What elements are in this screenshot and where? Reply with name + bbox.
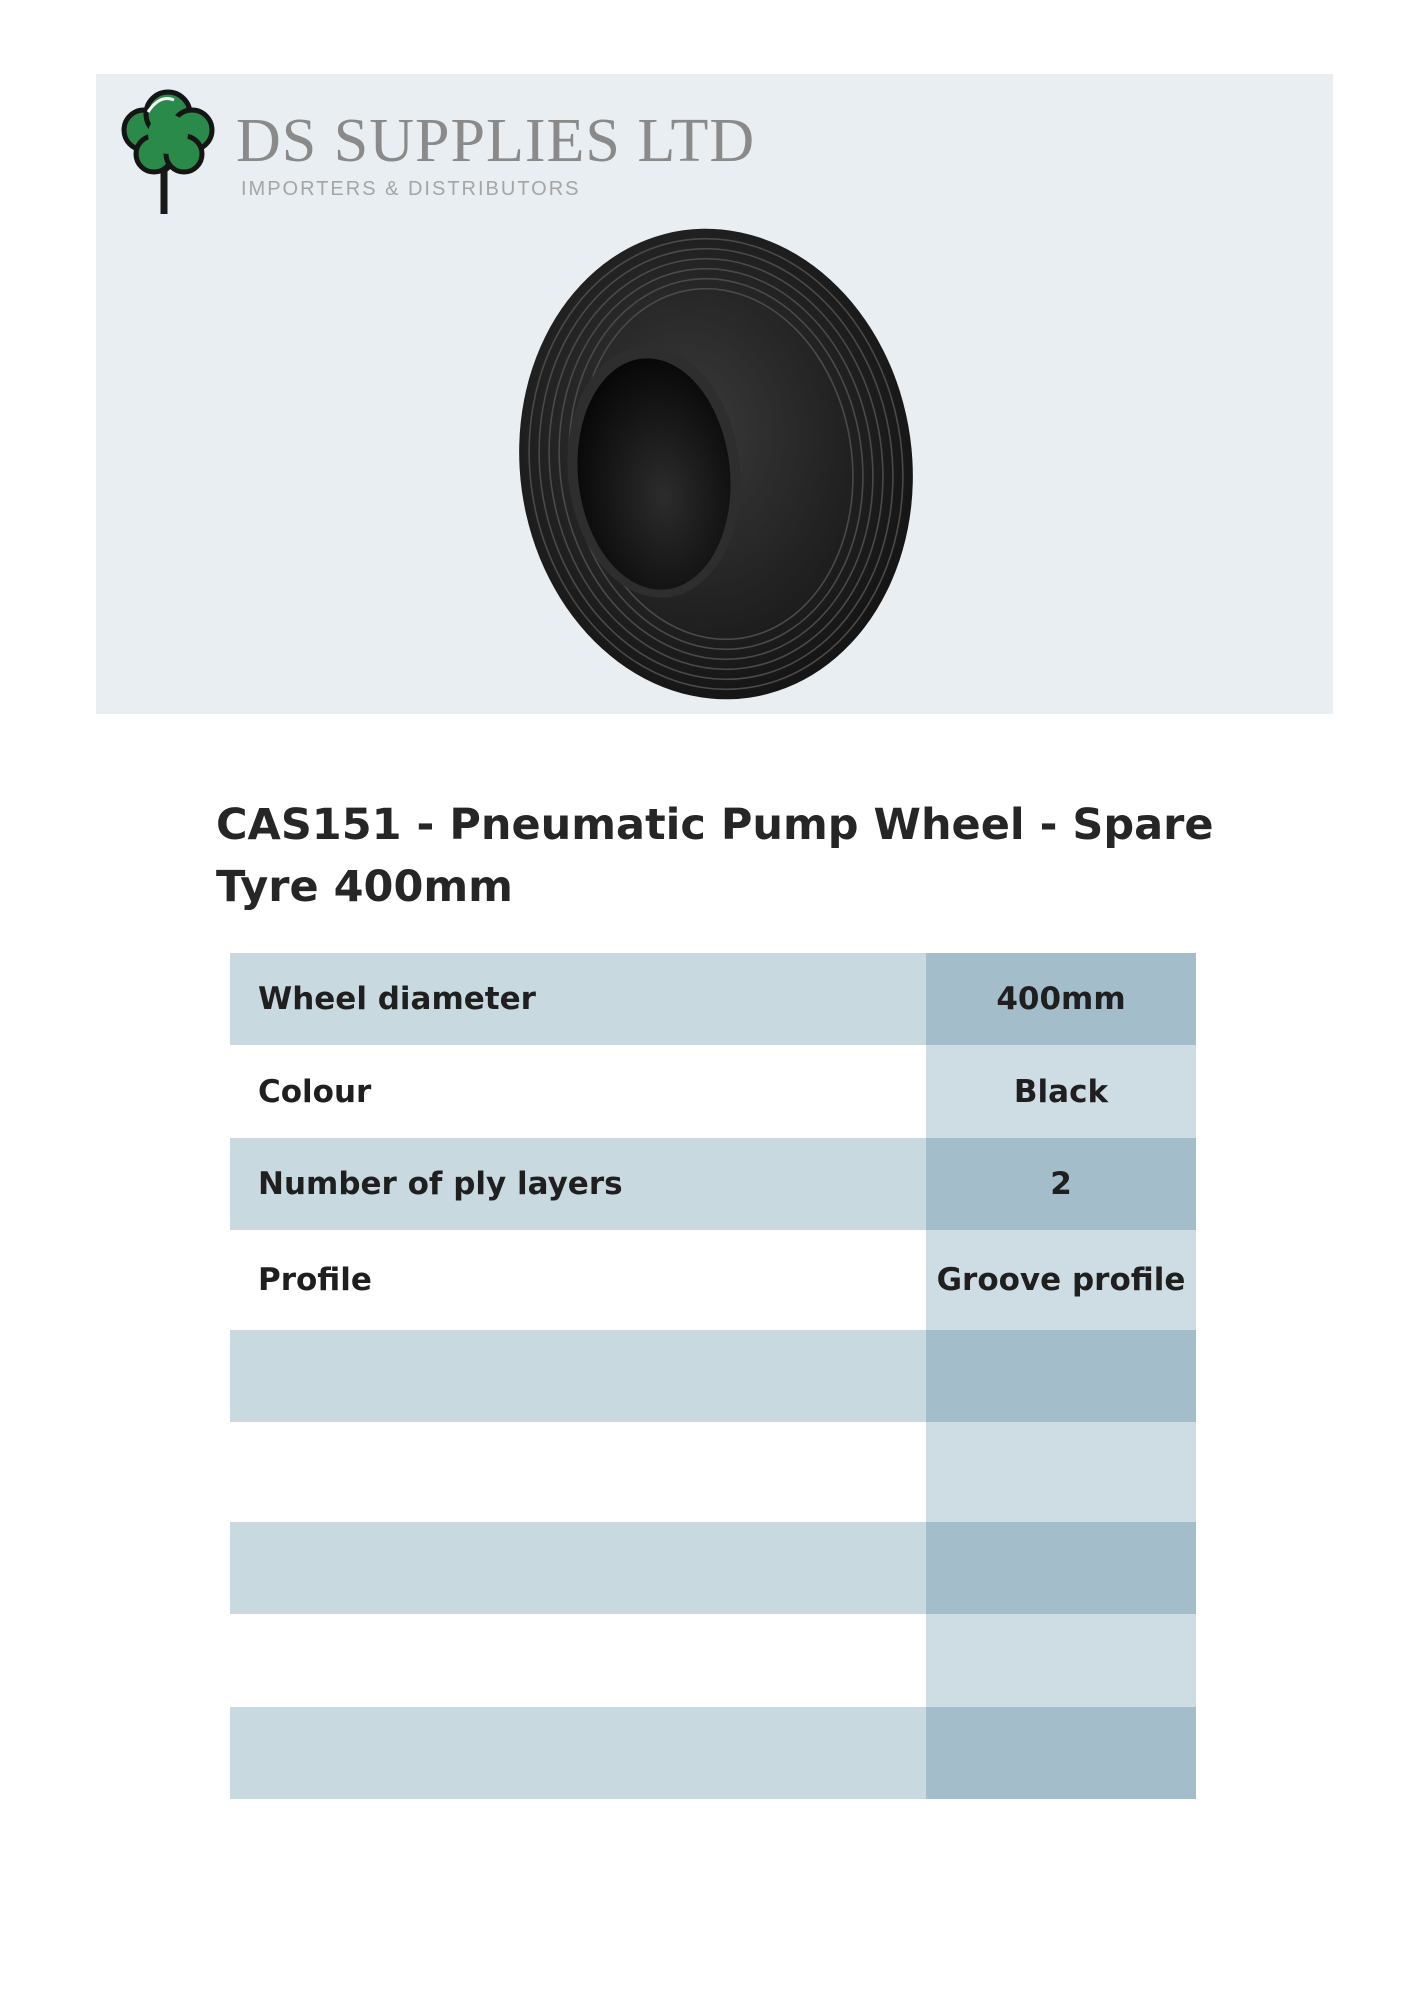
spec-value: Black bbox=[926, 1045, 1196, 1138]
spec-label bbox=[230, 1422, 926, 1522]
spec-label bbox=[230, 1614, 926, 1707]
table-row bbox=[230, 1422, 1196, 1522]
table-row bbox=[230, 1230, 1196, 1330]
spec-value: 2 bbox=[926, 1138, 1196, 1230]
spec-value: Groove profile bbox=[926, 1230, 1196, 1330]
spec-label bbox=[230, 1522, 926, 1614]
table-row bbox=[230, 1522, 1196, 1614]
spec-value bbox=[926, 1707, 1196, 1799]
spec-value bbox=[926, 1614, 1196, 1707]
spec-value bbox=[926, 1330, 1196, 1422]
spec-label: Wheel diameter bbox=[230, 953, 926, 1045]
table-row bbox=[230, 1707, 1196, 1799]
spec-value bbox=[926, 1422, 1196, 1522]
spec-label bbox=[230, 1707, 926, 1799]
table-row bbox=[230, 953, 1196, 1045]
spec-label: Colour bbox=[230, 1045, 926, 1138]
table-row bbox=[230, 1138, 1196, 1230]
tree-icon bbox=[112, 84, 222, 214]
tyre-image bbox=[504, 224, 924, 704]
spec-value bbox=[926, 1522, 1196, 1614]
spec-label: Number of ply layers bbox=[230, 1138, 926, 1230]
spec-label bbox=[230, 1330, 926, 1422]
brand-tagline: IMPORTERS & DISTRIBUTORS bbox=[241, 178, 581, 200]
table-row bbox=[230, 1045, 1196, 1138]
hero-banner bbox=[96, 74, 1333, 714]
spec-label: Profile bbox=[230, 1230, 926, 1330]
product-title: CAS151 - Pneumatic Pump Wheel - Spare Tyre 400mm bbox=[216, 800, 1214, 912]
spec-table bbox=[230, 953, 1196, 1799]
spec-value: 400mm bbox=[926, 953, 1196, 1045]
table-row bbox=[230, 1330, 1196, 1422]
table-row bbox=[230, 1614, 1196, 1707]
brand-name: DS SUPPLIES LTD bbox=[236, 107, 756, 175]
